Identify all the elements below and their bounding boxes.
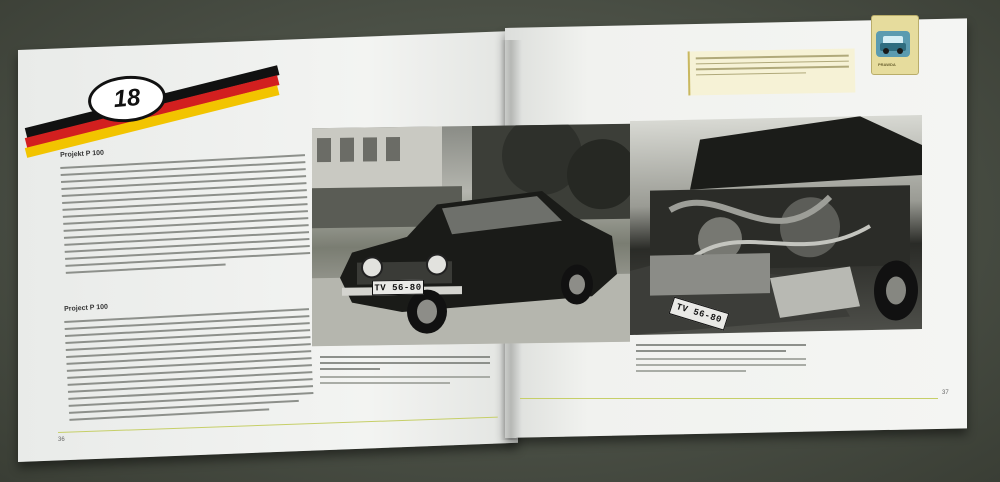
sedan-photo [312, 124, 630, 346]
right-photo-caption [636, 340, 806, 372]
bookmark-label: PRAWDA [878, 62, 896, 67]
car-badge-icon [876, 31, 910, 57]
left-photo-caption [320, 352, 490, 384]
license-plate-right: TV 56-80 [669, 297, 730, 331]
sedan-illustration [312, 124, 630, 346]
english-text-block [64, 303, 320, 436]
right-footer-rule [520, 398, 938, 399]
car-front-icon [876, 31, 910, 57]
engine-bay-photo [630, 115, 922, 335]
right-page-number: 37 [942, 390, 949, 396]
left-page-number: 36 [58, 437, 65, 443]
info-note [688, 49, 856, 96]
license-plate-left: TV 56-80 [372, 280, 424, 296]
chapter-number-badge: 18 [86, 73, 168, 126]
section-heading-german: Projekt P 100 [60, 149, 105, 159]
section-heading-english: Project P 100 [64, 303, 109, 313]
german-text-block [60, 149, 316, 286]
